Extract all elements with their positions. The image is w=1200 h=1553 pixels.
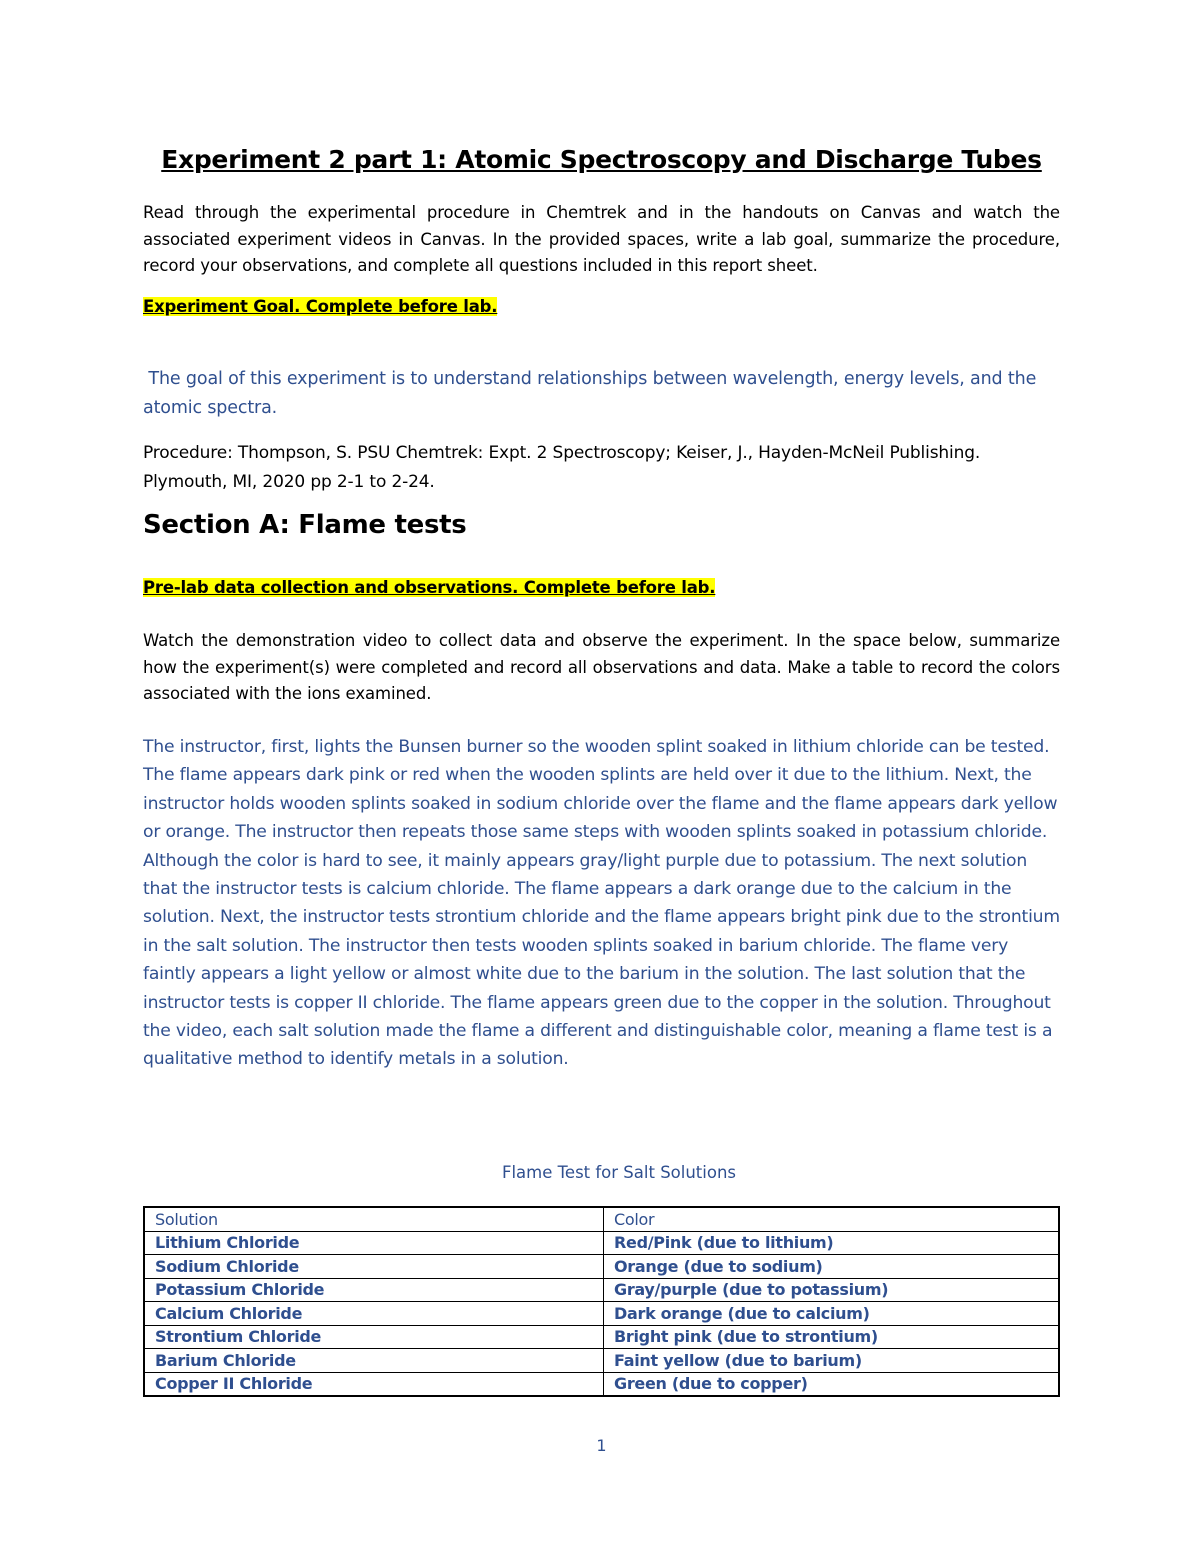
color-cell: Red/Pink (due to lithium) — [604, 1231, 1060, 1255]
table-row — [144, 1278, 1059, 1302]
solution-cell: Potassium Chloride — [144, 1278, 604, 1302]
color-cell: Dark orange (due to calcium) — [604, 1302, 1060, 1326]
header-color: Color — [604, 1207, 1060, 1231]
table-caption: Flame Test for Salt Solutions — [501, 1163, 737, 1182]
goal-heading: Experiment Goal. Complete before lab. — [143, 297, 498, 316]
color-cell: Gray/purple (due to potassium) — [604, 1278, 1060, 1302]
table-header-row — [144, 1207, 1059, 1231]
solution-cell: Calcium Chloride — [144, 1302, 604, 1326]
table-row — [144, 1302, 1059, 1326]
color-cell: Faint yellow (due to barium) — [604, 1349, 1060, 1373]
intro-paragraph: Read through the experimental procedure in Chemtrek and in the handouts on Canvas and watch the associated experiment videos in Canvas. In the provided spaces, write a lab goal, summarize the procedure, record your observations, and complete all questions included in this report sheet. — [143, 203, 1060, 275]
prelab-instructions: Watch the demonstration video to collect data and observe the experiment. In the space below, summarize how the experiment(s) were completed and record all observations and data. Make a table to record the colors associated with the ions examined. — [143, 631, 1060, 703]
header-solution: Solution — [144, 1207, 604, 1231]
solution-cell: Copper II Chloride — [144, 1372, 604, 1396]
table-row — [144, 1231, 1059, 1255]
table-row — [144, 1349, 1059, 1373]
solution-cell: Strontium Chloride — [144, 1325, 604, 1349]
flame-test-table — [143, 1206, 1060, 1397]
color-cell: Bright pink (due to strontium) — [604, 1325, 1060, 1349]
section-title: Section A: Flame tests — [143, 510, 467, 540]
solution-cell: Barium Chloride — [144, 1349, 604, 1373]
solution-cell: Sodium Chloride — [144, 1255, 604, 1279]
table-row — [144, 1372, 1059, 1396]
observations-answer: The instructor, first, lights the Bunsen burner so the wooden splint soaked in lithium chloride can be tested. The flame appears dark pink or red when the wooden splints are held over it due to the lithium. Next, the instructor holds wooden splints soaked in sodium chloride over the flame and the flame appears dark yellow or orange. The instructor then repeats those same steps with wooden splints soaked in potassium chloride. Although the color is hard to see, it mainly appears gray/light purple due to potassium. The next solution that the instructor tests is calcium chloride. The flame appears a dark orange due to the calcium in the solution. Next, the instructor tests strontium chloride and the flame appears bright pink due to the strontium in the salt solution. The instructor then tests wooden splints soaked in barium chloride. The flame very faintly appears a light yellow or almost white due to the barium in the solution. The last solution that the instructor tests is copper II chloride. The flame appears green due to the copper in the solution. Throughout the video, each salt solution made the flame a different and distinguishable color, meaning a flame test is a qualitative method to identify metals in a solution. — [143, 737, 1060, 1070]
solution-cell: Lithium Chloride — [144, 1231, 604, 1255]
table-row — [144, 1325, 1059, 1349]
document-title: Experiment 2 part 1: Atomic Spectroscopy and Discharge Tubes — [161, 145, 1042, 174]
color-cell: Green (due to copper) — [604, 1372, 1060, 1396]
color-cell: Orange (due to sodium) — [604, 1255, 1060, 1279]
prelab-heading: Pre-lab data collection and observations. Complete before lab. — [143, 578, 716, 597]
table-row — [144, 1255, 1059, 1279]
goal-answer — [143, 365, 1060, 422]
page-number: 1 — [596, 1436, 607, 1455]
goal-answer-text: The goal of this experiment is to understand relationships between wavelength, energy levels, and the atomic spectra. — [143, 369, 1037, 418]
procedure-citation: Procedure: Thompson, S. PSU Chemtrek: Expt. 2 Spectroscopy; Keiser, J., Hayden-McNeil Publishing. Plymouth, MI, 2020 pp 2-1 to 2-24. — [143, 443, 981, 492]
